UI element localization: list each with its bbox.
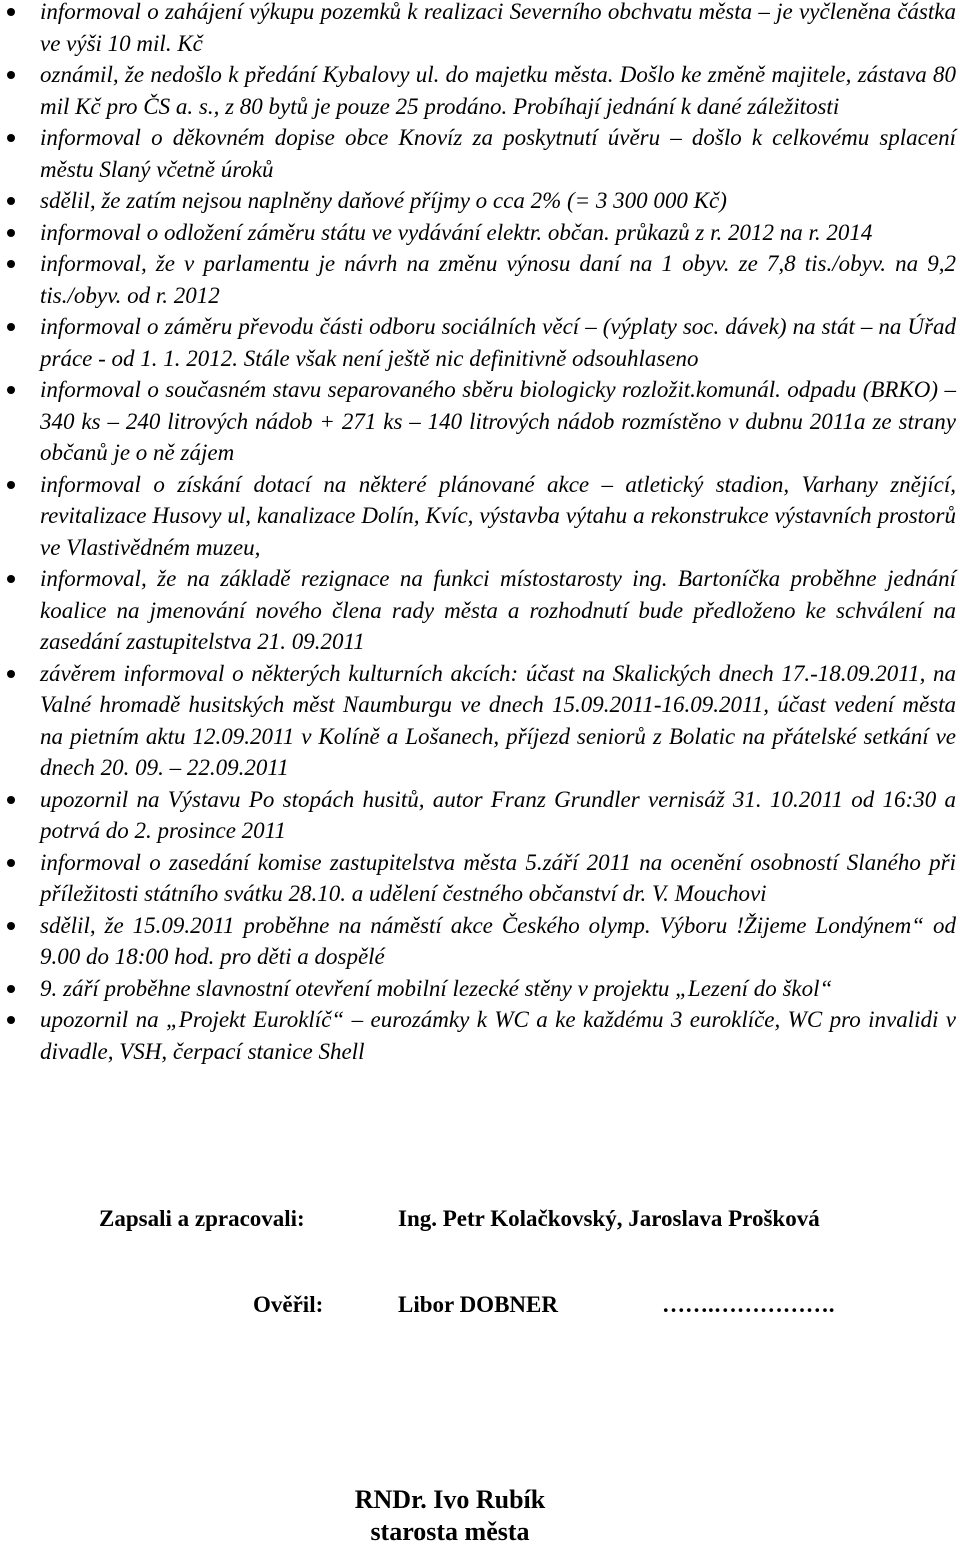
list-item: informoval, že na základě rezignace na funkci místostarosty ing. Bartoníčka proběhne jednání koalice na jmenování nového člena rady města a rozhodnutí bude předloženo ke schválení na zasedání zastupitelstva 21. 09.2011	[0, 563, 960, 658]
verified-by-label: Ověřil:	[253, 1292, 324, 1317]
list-item: závěrem informoval o některých kulturních akcích: účast na Skalických dnech 17.-18.09.2011, na Valné hromadě husitských měst Naumburgu ve dnech 15.09.2011-16.09.2011, účast vedení města na pietním aktu 12.09.2011 v Kolíně a Lošanech, příjezd seniorů z Bolatic na přátelské setkání ve dnech 20. 09. – 22.09.2011	[0, 658, 960, 784]
list-item: sdělil, že zatím nejsou naplněny daňové příjmy o cca 2% (= 3 300 000 Kč)	[0, 185, 960, 217]
list-item: informoval o záměru převodu části odboru sociálních věcí – (výplaty soc. dávek) na stát – na Úřad práce - od 1. 1. 2012. Stále však není ještě nic definitivně odsouhlaseno	[0, 311, 960, 374]
list-item: upozornil na Výstavu Po stopách husitů, autor Franz Grundler vernisáž 31. 10.2011 od 16:30 a potrvá do 2. prosince 2011	[0, 784, 960, 847]
list-item: informoval o zasedání komise zastupitelstva města 5.září 2011 na ocenění osobností Slaného při příležitosti státního svátku 28.10. a udělení čestného občanství dr. V. Mouchovi	[0, 847, 960, 910]
recorded-by-label: Zapsali a zpracovali:	[99, 1206, 305, 1231]
list-item: informoval o odložení záměru státu ve vydávání elektr. občan. průkazů z r. 2012 na r. 2014	[0, 217, 960, 249]
mayor-name: RNDr. Ivo Rubík	[354, 1485, 546, 1514]
list-item: informoval o děkovném dopise obce Knovíz za poskytnutí úvěru – došlo k celkovému splacení městu Slaný včetně úroků	[0, 122, 960, 185]
list-item: informoval o získání dotací na některé plánované akce – atletický stadion, Varhany znějící, revitalizace Husovy ul, kanalizace Dolín, Kvíc, výstavba výtahu a rekonstrukce výstavních prostorů ve Vlastivědném muzeu,	[0, 469, 960, 564]
list-item: 9. září proběhne slavnostní otevření mobilní lezecké stěny v projektu „Lezení do škol“	[0, 973, 960, 1005]
verified-by-name: Libor DOBNER	[398, 1292, 558, 1317]
list-item: informoval o zahájení výkupu pozemků k realizaci Severního obchvatu města – je vyčleněna částka ve výši 10 mil. Kč	[0, 0, 960, 59]
list-item: oznámil, že nedošlo k předání Kybalovy ul. do majetku města. Došlo ke změně majitele, zástava 80 mil Kč pro ČS a. s., z 80 bytů je pouze 25 prodáno. Probíhají jednání k dané záležitosti	[0, 59, 960, 122]
list-item: informoval o současném stavu separovaného sběru biologicky rozložit.komunál. odpadu (BRKO) – 340 ks – 240 litrových nádob + 271 ks – 140 litrových nádob rozmístěno v dubnu 2011a ze strany občanů je o ně zájem	[0, 374, 960, 469]
list-item: informoval, že v parlamentu je návrh na změnu výnosu daní na 1 obyv. ze 7,8 tis./obyv. na 9,2 tis./obyv. od r. 2012	[0, 248, 960, 311]
signature-line: …….…………….	[662, 1292, 835, 1317]
list-item: upozornil na „Projekt Euroklíč“ – eurozámky k WC a ke každému 3 euroklíče, WC pro invalidi v divadle, VSH, čerpací stanice Shell	[0, 1004, 960, 1067]
mayor-title: starosta města	[370, 1517, 530, 1546]
list-item: sdělil, že 15.09.2011 proběhne na náměstí akce Českého olymp. Výboru !Žijeme Londýnem“ od 9.00 do 18:00 hod. pro děti a dospělé	[0, 910, 960, 973]
recorded-by-names: Ing. Petr Kolačkovský, Jaroslava Prošková	[398, 1206, 820, 1231]
